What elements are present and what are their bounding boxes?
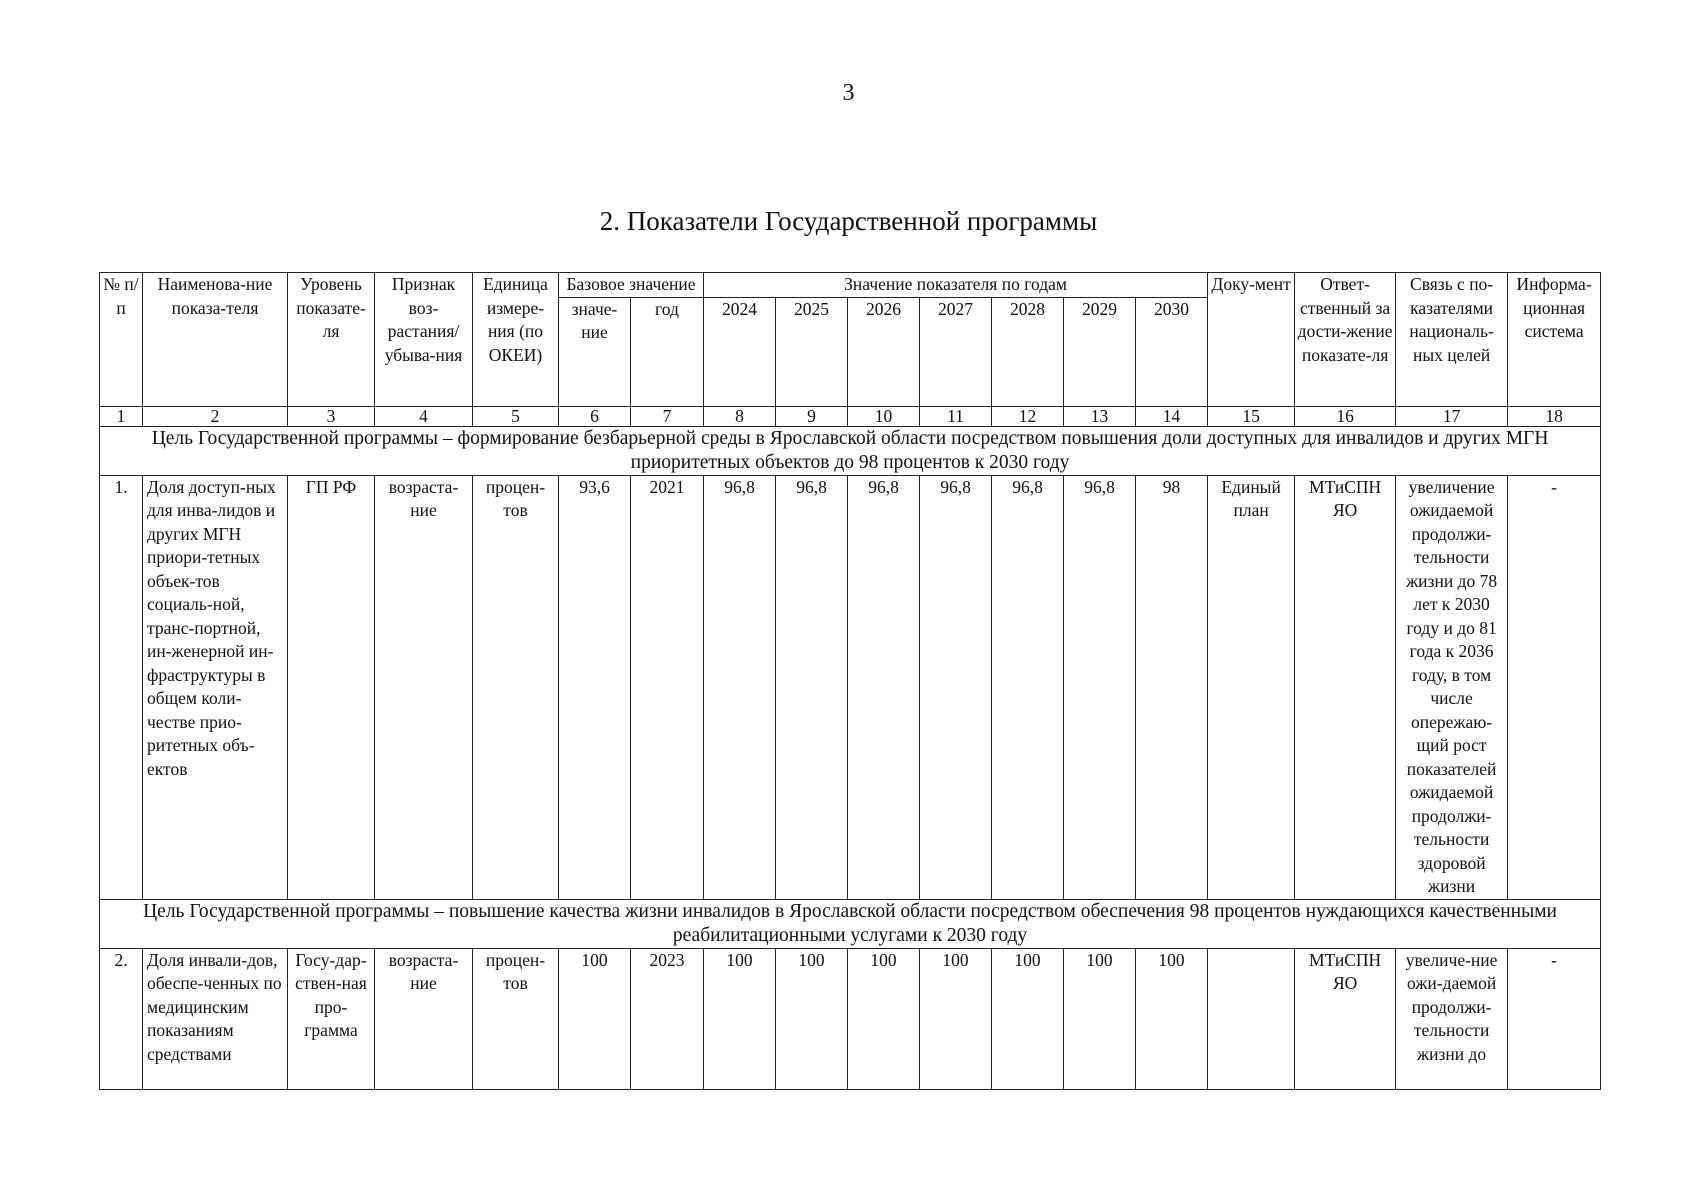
row-name: Доля инвали-дов, обеспе-ченных по медицинским показаниям средствами: [143, 948, 288, 1089]
row-value-2028: 100: [992, 948, 1064, 1089]
row-unit: процен-тов: [473, 948, 559, 1089]
row-value-2027: 100: [920, 948, 992, 1089]
column-number: 4: [375, 406, 473, 426]
header-row: [100, 273, 1601, 298]
column-number: 17: [1396, 406, 1508, 426]
row-link: увеличение ожидаемой продолжи-тельности жизни до 78 лет к 2030 году и до 81 года к 2036 году, в том числе опережаю-щий рост показателей ожидаемой продолжи-тельности здоровой жизни: [1396, 475, 1508, 899]
row-value-2029: 96,8: [1064, 475, 1136, 899]
header-level: Уровень показате-ля: [288, 273, 375, 407]
row-level: Госу-дар-ствен-ная про-грамма: [288, 948, 375, 1089]
table-row: [100, 475, 1601, 899]
header-year-2028: 2028: [992, 297, 1064, 406]
header-year-2025: 2025: [776, 297, 848, 406]
row-value-2025: 100: [776, 948, 848, 1089]
header-num: № п/п: [100, 273, 143, 407]
column-number: 10: [848, 406, 920, 426]
indicators-table: [99, 272, 1601, 1090]
row-unit: процен-тов: [473, 475, 559, 899]
row-document: Единый план: [1208, 475, 1295, 899]
row-base-year: 2023: [631, 948, 704, 1089]
row-responsible: МТиСПН ЯО: [1295, 948, 1396, 1089]
row-info-system: -: [1508, 475, 1601, 899]
column-number: 5: [473, 406, 559, 426]
column-numbers-row: [100, 406, 1601, 426]
section-title: 2. Показатели Государственной программы: [599, 206, 1098, 236]
row-value-2027: 96,8: [920, 475, 992, 899]
header-unit: Единица измере-ния (по ОКЕИ): [473, 273, 559, 407]
goal-row: [100, 899, 1601, 948]
goal-text: Цель Государственной программы – формирование безбарьерной среды в Ярославской области посредством повышения доли доступных для инвалидов и других МГН приоритетных объектов до 98 процентов к 2030 году: [100, 426, 1601, 475]
column-number: 1: [100, 406, 143, 426]
row-value-2026: 96,8: [848, 475, 920, 899]
column-number: 9: [776, 406, 848, 426]
row-base-year: 2021: [631, 475, 704, 899]
row-value-2029: 100: [1064, 948, 1136, 1089]
column-number: 13: [1064, 406, 1136, 426]
row-info-system: -: [1508, 948, 1601, 1089]
header-year-2024: 2024: [704, 297, 776, 406]
column-number: 18: [1508, 406, 1601, 426]
column-number: 11: [920, 406, 992, 426]
row-document: [1208, 948, 1295, 1089]
row-num: 1.: [100, 475, 143, 899]
row-value-2024: 100: [704, 948, 776, 1089]
column-number: 6: [559, 406, 631, 426]
column-number: 14: [1136, 406, 1208, 426]
row-value-2028: 96,8: [992, 475, 1064, 899]
header-name: Наименова-ние показа-теля: [143, 273, 288, 407]
goal-row: [100, 426, 1601, 475]
row-sign: возраста-ние: [375, 948, 473, 1089]
column-number: 16: [1295, 406, 1396, 426]
row-level: ГП РФ: [288, 475, 375, 899]
column-number: 8: [704, 406, 776, 426]
page-number: 3: [842, 80, 855, 106]
row-link: увеличе-ние ожи-даемой продолжи-тельности жизни до: [1396, 948, 1508, 1089]
header-link: Связь с по-казателями националь-ных целей: [1396, 273, 1508, 407]
header-responsible: Ответ-ственный за дости-жение показате-ля: [1295, 273, 1396, 407]
row-base-value: 100: [559, 948, 631, 1089]
header-year-2029: 2029: [1064, 297, 1136, 406]
row-value-2026: 100: [848, 948, 920, 1089]
row-sign: возраста-ние: [375, 475, 473, 899]
row-value-2030: 98: [1136, 475, 1208, 899]
header-base: Базовое значение: [559, 273, 704, 298]
header-sign: Признак воз-растания/ убыва-ния: [375, 273, 473, 407]
column-number: 15: [1208, 406, 1295, 426]
row-num: 2.: [100, 948, 143, 1089]
header-year-2030: 2030: [1136, 297, 1208, 406]
column-number: 2: [143, 406, 288, 426]
row-value-2025: 96,8: [776, 475, 848, 899]
row-responsible: МТиСПН ЯО: [1295, 475, 1396, 899]
goal-text: Цель Государственной программы – повышение качества жизни инвалидов в Ярославской области посредством обеспечения 98 процентов нуждающихся качественными реабилитационными услугами к 2030 году: [100, 899, 1601, 948]
column-number: 12: [992, 406, 1064, 426]
column-number: 3: [288, 406, 375, 426]
row-name: Доля доступ-ных для инва-лидов и других МГН приори-тетных объек-тов социаль-ной, транс-портной, ин-женерной ин-фраструктуры в общем коли-честве прио-ритетных объ-ектов: [143, 475, 288, 899]
row-base-value: 93,6: [559, 475, 631, 899]
column-number: 7: [631, 406, 704, 426]
header-document: Доку-мент: [1208, 273, 1295, 407]
header-info-system: Информа-ционная система: [1508, 273, 1601, 407]
header-year-2026: 2026: [848, 297, 920, 406]
header-base-value: значе-ние: [559, 297, 631, 406]
header-year-2027: 2027: [920, 297, 992, 406]
table-row: [100, 948, 1601, 1089]
row-value-2024: 96,8: [704, 475, 776, 899]
header-base-year: год: [631, 297, 704, 406]
header-years-group: Значение показателя по годам: [704, 273, 1208, 298]
row-value-2030: 100: [1136, 948, 1208, 1089]
